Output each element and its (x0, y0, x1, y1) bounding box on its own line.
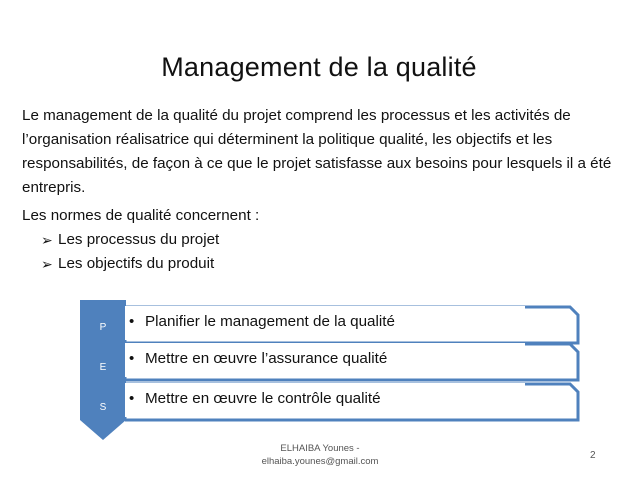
page-number: 2 (590, 450, 596, 461)
step-text-p: Planifier le management de la qualité (145, 313, 395, 330)
chevron-label-wrap (80, 402, 126, 422)
slide-footer (220, 442, 420, 468)
intro-paragraph: Le management de la qualité du projet comprend les processus et les activités de l’organisation réalisatrice qui déterminent la politique qualité, les objectifs et les responsabilités, de façon à ce que le projet satisfasse aux besoins pour lesquels il a été entrepris. (22, 107, 612, 196)
bullet-dot-icon: • (129, 313, 135, 330)
step-text-e: Mettre en œuvre l’assurance qualité (145, 350, 388, 367)
step-box-s (125, 383, 525, 417)
standard-text: Les processus du projet (58, 231, 220, 248)
list-item (22, 252, 622, 276)
step-box-p (125, 306, 525, 340)
footer-author: ELHAIBA Younes - (280, 443, 360, 454)
standards-list (22, 228, 622, 276)
standards-intro: Les normes de qualité concernent : (22, 207, 260, 224)
slide-title: Management de la qualité (161, 52, 477, 82)
bullet-dot-icon: • (129, 350, 135, 367)
step-box-e (125, 343, 525, 377)
footer-email: elhaiba.younes@gmail.com (261, 456, 379, 467)
slide-body (22, 104, 622, 276)
chevron-label-wrap (80, 362, 126, 382)
step-letter-s: S (99, 402, 107, 413)
list-item (22, 228, 622, 252)
chevron-label-wrap (80, 322, 126, 342)
arrow-bullet-icon: ➢ (41, 232, 53, 248)
standard-text: Les objectifs du produit (58, 255, 215, 272)
bullet-dot-icon: • (129, 390, 135, 407)
step-letter-p: P (99, 322, 107, 333)
pes-diagram (80, 300, 580, 440)
step-text-s: Mettre en œuvre le contrôle qualité (145, 390, 381, 407)
step-letter-e: E (99, 362, 107, 373)
arrow-bullet-icon: ➢ (41, 256, 53, 272)
